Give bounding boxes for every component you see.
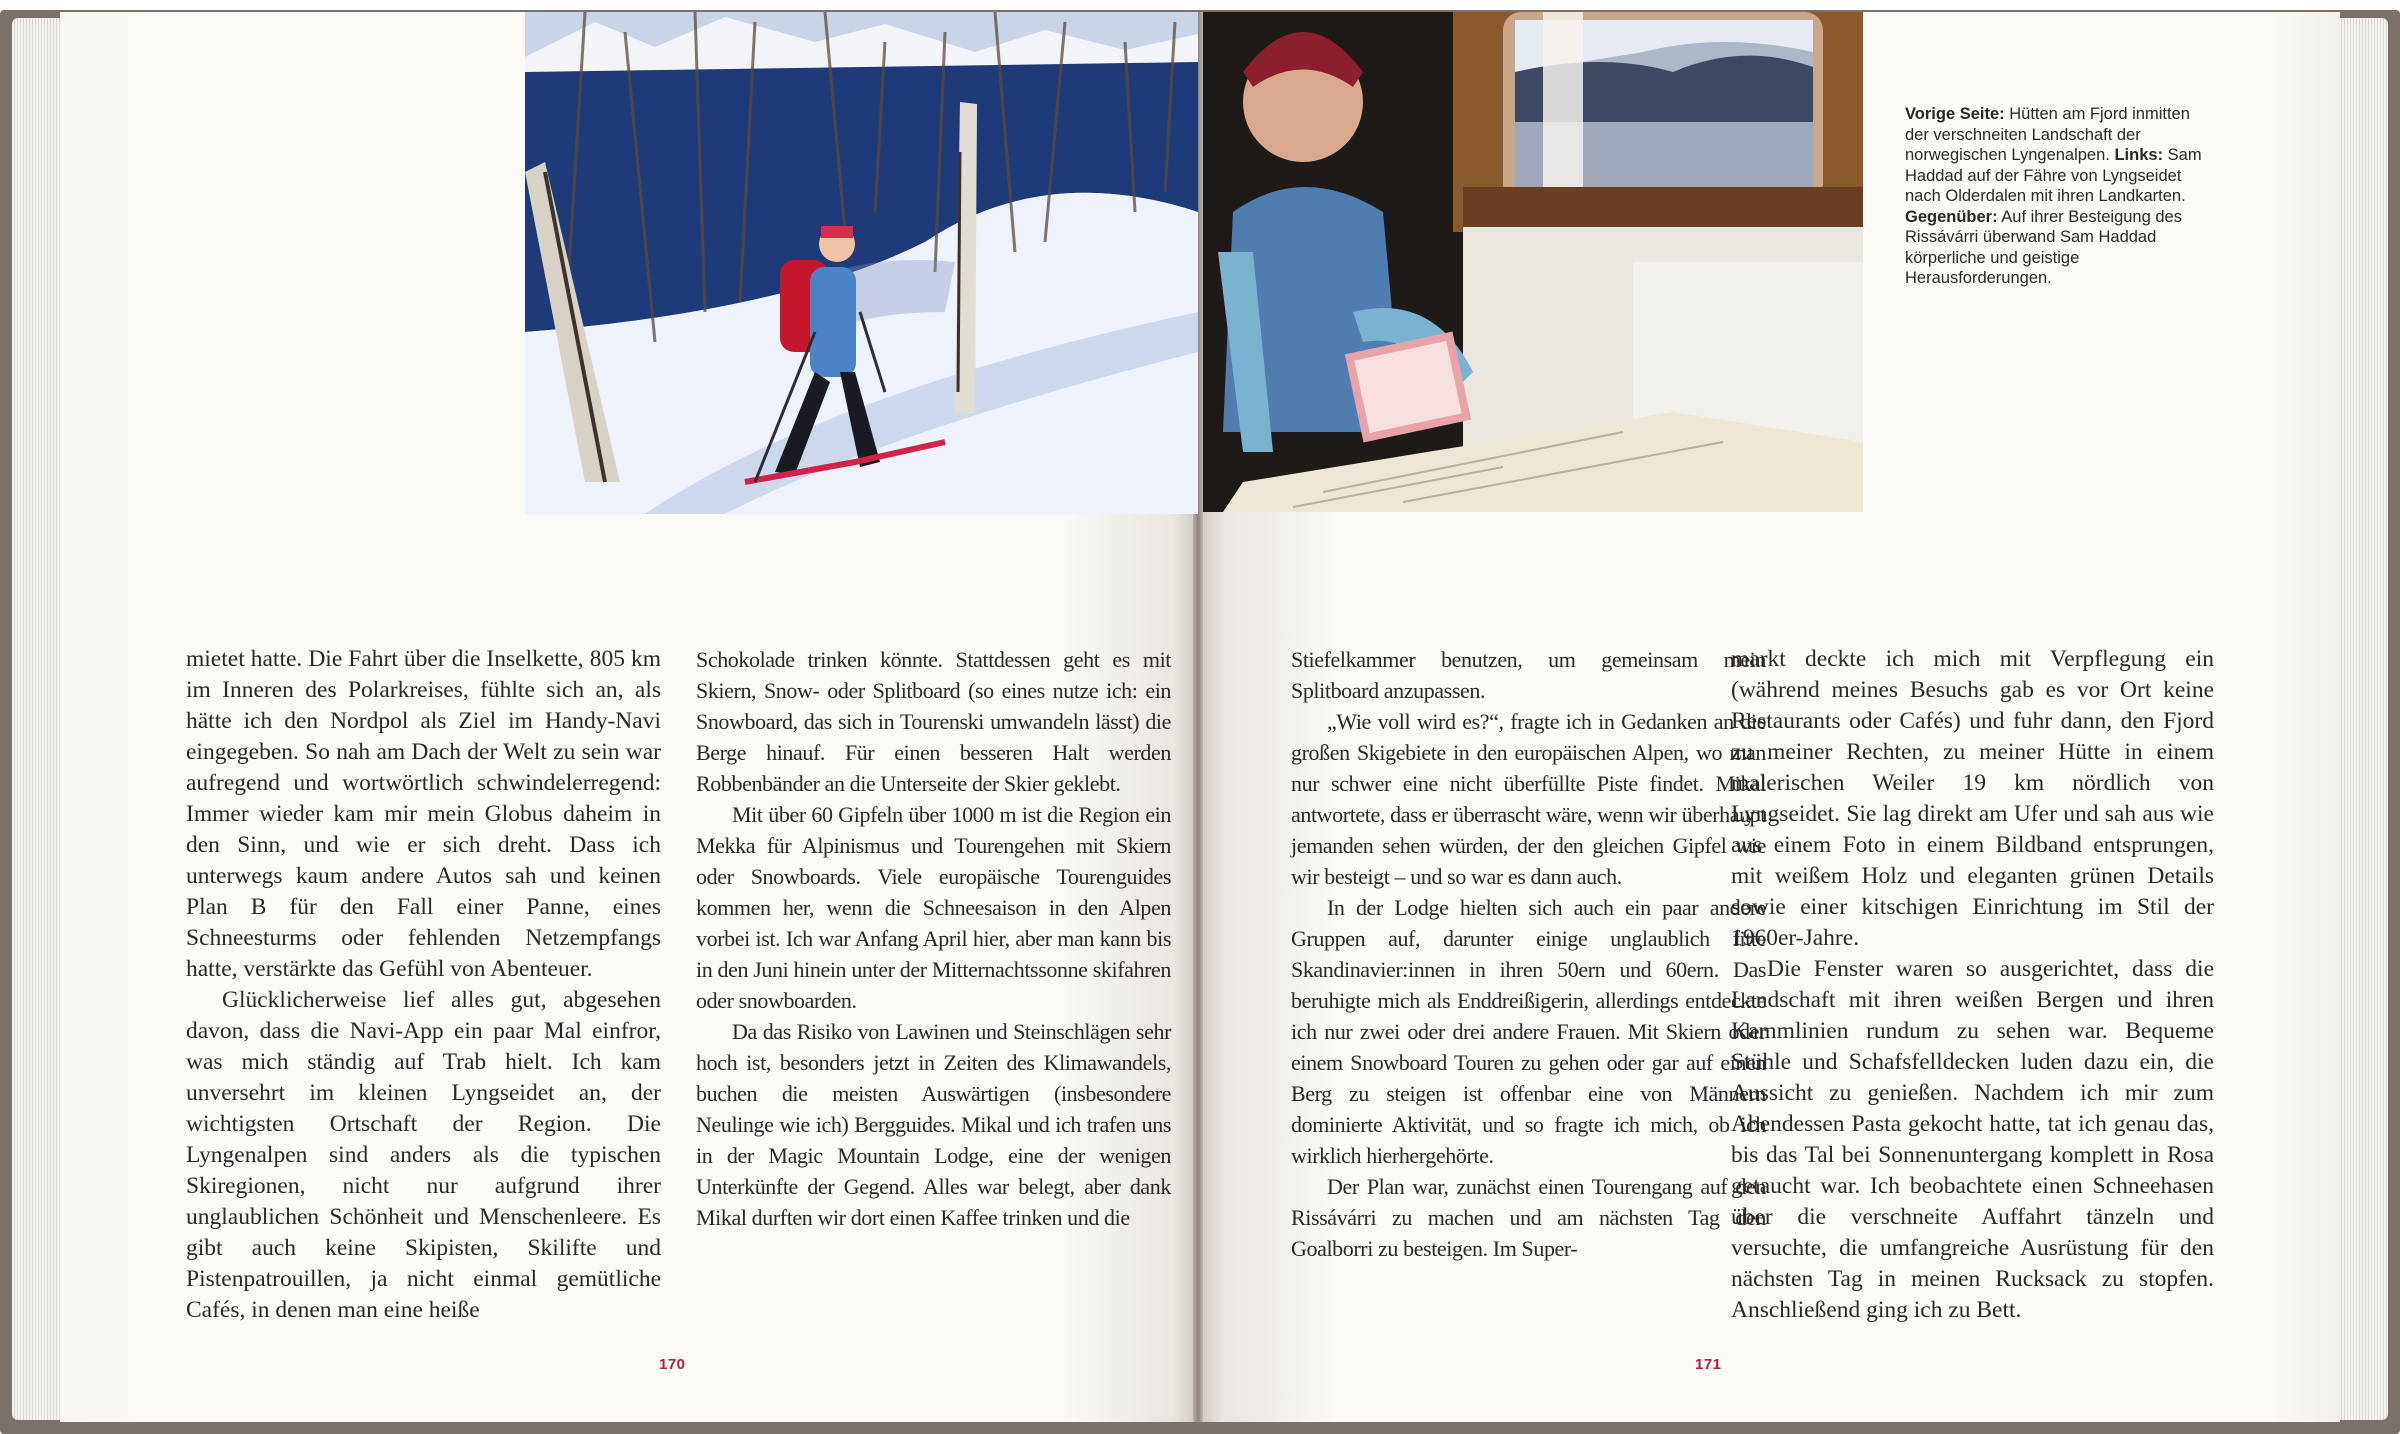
caption-label-opposite: Gegenüber: [1905, 207, 1998, 226]
caption-text-left: Sam Haddad auf der Fähre von Lyngseidet nach Olderdalen mit ihren Landkarten. [1905, 146, 2202, 205]
caption-text-opposite: Auf ihrer Besteigung des Rissávárri überwand Sam Haddad körperliche und geistige Herausforderungen. [1905, 207, 2182, 287]
paragraph: Glücklicherweise lief alles gut, abgesehen davon, dass die Navi-App ein paar Mal einfror, was mich ständig auf Trab hielt. Ich kam unversehrt im kleinen Lyngseidet an, der wichtigsten Ortschaft der Region. Die Lyngenalpen sind anders als die typischen Skiregionen, nicht nur aufgrund ihrer unglaublichen Schönheit und Menschenleere. Es gibt auch keine Skipisten, Skilifte und Pistenpatrouillen, ja nicht einmal gemütliche Cafés, in denen man eine heiße [186, 987, 661, 1323]
paragraph: Mit über 60 Gipfeln über 1000 m ist die Region ein Mekka für Alpinismus und Tourengehen mit Skiern oder Snowboards. Viele europäische Tourenguides kommen her, wenn die Schneesaison in den Alpen vorbei ist. Ich war Anfang April hier, aber man kann bis in den Juni hinein unter der Mitternachtssonne skifahren oder snowboarden. [696, 802, 1171, 1013]
paragraph: Schokolade trinken könnte. Stattdessen geht es mit Skiern, Snow- oder Splitboard (so eines nutze ich: ein Snowboard, das sich in Tourenski umwandeln lässt) die Berge hinauf. Für einen besseren Halt werden Robbenbänder an die Unterseite der Skier geklebt. [696, 647, 1171, 796]
left-photo [525, 12, 1198, 514]
paragraph: mietet hatte. Die Fahrt über die Inselkette, 805 km im Inneren des Polarkreises, fühlte sich an, als hätte ich den Nordpol als Ziel im Handy-Navi eingegeben. So nah am Dach der Welt zu sein war aufregend und wortwörtlich schwindelerregend: Immer wieder kam mir mein Globus daheim in den Sinn, und wie er sich dreht. Dass ich unterwegs kaum andere Autos sah und keinen Plan B für den Fall einer Panne, eines Schneesturms oder fehlenden Netzempfangs hatte, verstärkte das Gefühl von Abenteuer. [186, 646, 661, 982]
caption-label-left: Links: [2114, 146, 2164, 164]
ferry-photo-illustration [1203, 12, 1863, 512]
caption-label-previous: Vorige Seite: [1905, 105, 2005, 123]
paragraph: markt deckte ich mich mit Verpflegung ein (während meines Besuchs gab es vor Ort keine Restaurants oder Cafés) und fuhr dann, den Fjord zu meiner Rechten, zu meiner Hütte in einem malerischen Weiler 19 km nördlich von Lyngseidet. Sie lag direkt am Ufer und sah aus wie aus einem Foto in einem Bildband entsprungen, mit weißem Holz und eleganten grünen Details sowie einer kitschigen Einrichtung im Stil der 1960er-Jahre. [1731, 646, 2214, 951]
page-number-right: 171 [1695, 1356, 1722, 1373]
paragraph: Der Plan war, zunächst einen Tourengang auf den Rissávárri zu machen und am nächsten Tag den Goalborri zu besteigen. Im Super- [1291, 1174, 1766, 1261]
paragraph: „Wie voll wird es?“, fragte ich in Gedanken an die großen Skigebiete in den europäischen Alpen, wo man nur schwer eine nicht überfüllte Piste findet. Mikal antwortete, dass er überrascht wäre, wenn wir überhaupt jemanden sehen würden, der den gleichen Gipfel wie wir besteigt – und so war es dann auch. [1291, 709, 1766, 889]
text-column-right-2 [1731, 644, 2214, 1326]
text-column-left-2 [696, 644, 1171, 1233]
right-photo [1203, 12, 1863, 512]
page-number-left: 170 [659, 1356, 686, 1373]
photo-caption [1905, 104, 2205, 289]
paragraph: Stiefelkammer benutzen, um gemeinsam mein Splitboard anzupassen. [1291, 647, 1766, 703]
text-column-left-1 [186, 644, 661, 1326]
text-column-right-1 [1291, 644, 1766, 1264]
paragraph: Die Fenster waren so ausgerichtet, dass die Landschaft mit ihren weißen Bergen und ihren Kammlinien rundum zu sehen war. Bequeme Stühle und Schafsfelldecken luden dazu ein, die Aussicht zu genießen. Nachdem ich mir zum Abendessen Pasta gekocht hatte, tat ich genau das, bis das Tal bei Sonnenuntergang komplett in Rosa getaucht war. Ich beobachtete einen Schneehasen über die verschneite Auffahrt tänzeln und versuchte, die umfangreiche Ausrüstung für den nächsten Tag in meinen Rucksack zu stopfen. Anschließend ging ich zu Bett. [1731, 956, 2214, 1323]
caption-text-previous: Hütten am Fjord inmitten der verschneiten Landschaft der norwegischen Lyngenalpen. [1905, 105, 2190, 164]
paragraph: Da das Risiko von Lawinen und Steinschlägen sehr hoch ist, besonders jetzt in Zeiten des Klimawandels, buchen die meisten Auswärtigen (insbesondere Neulinge wie ich) Bergguides. Mikal und ich trafen uns in der Magic Mountain Lodge, eine der wenigen Unterkünfte der Gegend. Alles war belegt, aber dank Mikal durften wir dort einen Kaffee trinken und die [696, 1019, 1171, 1230]
skier-photo-illustration [525, 12, 1198, 514]
paragraph: In der Lodge hielten sich auch ein paar andere Gruppen auf, darunter einige unglaublich fitte Skandinavier:innen in ihren 50ern und 60ern. Das beruhigte mich als Enddreißigerin, allerdings entdeckte ich nur zwei oder drei andere Frauen. Mit Skiern oder einem Snowboard Touren zu gehen oder gar auf einen Berg zu steigen ist offenbar eine von Männern dominierte Aktivität, und so fragte ich mich, ob ich wirklich hierhergehörte. [1291, 895, 1766, 1168]
